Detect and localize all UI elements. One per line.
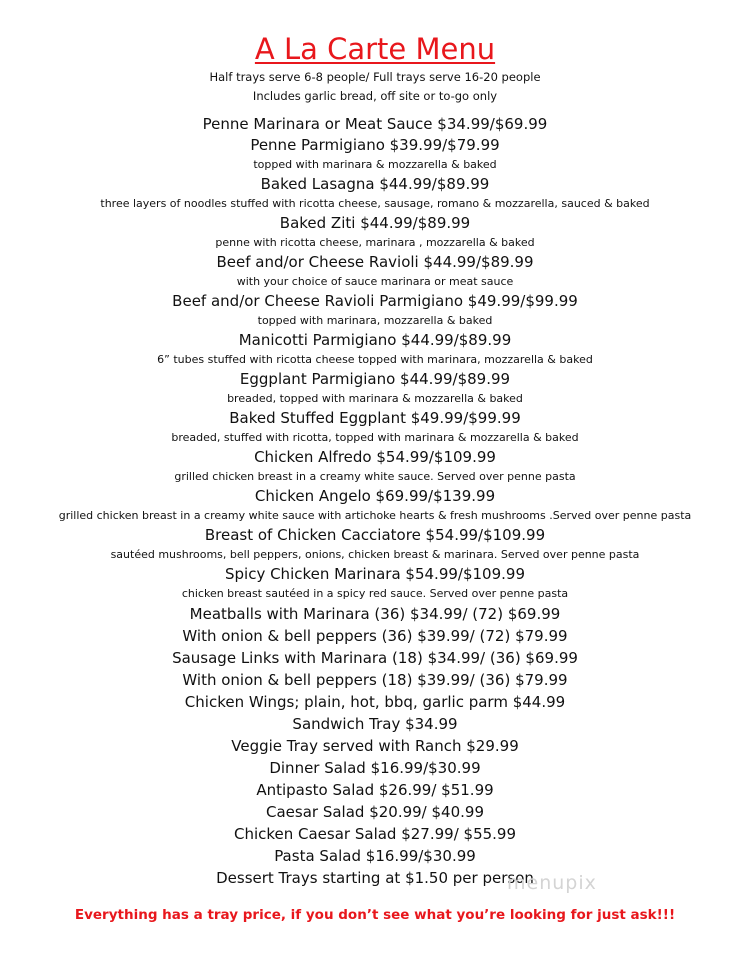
menu-item-name: Breast of Chicken Cacciatore $54.99/$109.99	[204, 526, 546, 544]
menu-item-name: Beef and/or Cheese Ravioli Parmigiano $49.99/$99.99	[172, 292, 578, 310]
simple-menu-item: Meatballs with Marinara (36) $34.99/ (72) $69.99	[189, 605, 561, 623]
menu-item	[0, 174, 750, 213]
menu-item-description: with your choice of sauce marinara or meat sauce	[236, 275, 514, 288]
simple-menu-item: Veggie Tray served with Ranch $29.99	[231, 737, 519, 755]
simple-menu-item: Pasta Salad $16.99/$30.99	[274, 847, 476, 865]
intro-line-includes: Includes garlic bread, off site or to-go only	[252, 89, 498, 103]
menu-list	[0, 114, 750, 889]
menu-item	[0, 213, 750, 252]
menu-intro	[0, 68, 750, 106]
menu-item-description: three layers of noodles stuffed with ricotta cheese, sausage, romano & mozzarella, sauced & baked	[100, 197, 650, 210]
simple-menu-item: Chicken Caesar Salad $27.99/ $55.99	[233, 825, 517, 843]
menu-item-description: grilled chicken breast in a creamy white sauce with artichoke hearts & fresh mushrooms .Served over penne pasta	[58, 509, 692, 522]
menu-item	[0, 135, 750, 174]
menu-item-description: grilled chicken breast in a creamy white sauce. Served over penne pasta	[174, 470, 576, 483]
menu-item-name: Baked Lasagna $44.99/$89.99	[260, 175, 490, 193]
menu-item-name: Baked Ziti $44.99/$89.99	[279, 214, 471, 232]
simple-menu-item: With onion & bell peppers (36) $39.99/ (72) $79.99	[182, 627, 568, 645]
menu-item-description: breaded, topped with marinara & mozzarella & baked	[227, 392, 523, 405]
footer-note: Everything has a tray price, if you don’t see what you’re looking for just ask!!!	[74, 907, 676, 923]
menu-item	[0, 486, 750, 525]
menu-item-name: Chicken Angelo $69.99/$139.99	[254, 487, 496, 505]
menu-item-description: 6” tubes stuffed with ricotta cheese topped with marinara, mozzarella & baked	[157, 353, 593, 366]
menu-item-name: Penne Parmigiano $39.99/$79.99	[250, 136, 500, 154]
menu-item-name: Spicy Chicken Marinara $54.99/$109.99	[224, 565, 525, 583]
menu-item-description: topped with marinara, mozzarella & baked	[257, 314, 493, 327]
simple-menu-item: Antipasto Salad $26.99/ $51.99	[256, 781, 494, 799]
simple-items-list	[0, 603, 750, 889]
simple-menu-item: Sandwich Tray $34.99	[292, 715, 458, 733]
menu-item-description: topped with marinara & mozzarella & baked	[253, 158, 497, 171]
menu-item-name: Beef and/or Cheese Ravioli $44.99/$89.99	[216, 253, 534, 271]
menu-item	[0, 369, 750, 408]
menu-item-name: Chicken Alfredo $54.99/$109.99	[254, 448, 496, 466]
simple-menu-item: Caesar Salad $20.99/ $40.99	[266, 803, 484, 821]
menu-item-description: penne with ricotta cheese, marinara , mozzarella & baked	[215, 236, 535, 249]
menu-item	[0, 330, 750, 369]
intro-line-tray-sizes: Half trays serve 6-8 people/ Full trays serve 16-20 people	[209, 70, 541, 84]
menu-item	[0, 525, 750, 564]
menu-item-name: Eggplant Parmigiano $44.99/$89.99	[239, 370, 511, 388]
menu-item	[0, 447, 750, 486]
menupix-watermark: menupix	[507, 872, 597, 894]
simple-menu-item: Chicken Wings; plain, hot, bbq, garlic parm $44.99	[184, 693, 566, 711]
menu-item	[0, 291, 750, 330]
simple-menu-item: With onion & bell peppers (18) $39.99/ (36) $79.99	[182, 671, 568, 689]
menu-item-name: Penne Marinara or Meat Sauce $34.99/$69.99	[202, 115, 548, 133]
menu-item-description: chicken breast sautéed in a spicy red sauce. Served over penne pasta	[181, 587, 569, 600]
menu-title: A La Carte Menu	[254, 32, 496, 66]
menu-item-name: Baked Stuffed Eggplant $49.99/$99.99	[229, 409, 521, 427]
menu-item	[0, 408, 750, 447]
menu-item-description: breaded, stuffed with ricotta, topped with marinara & mozzarella & baked	[171, 431, 579, 444]
simple-menu-item: Sausage Links with Marinara (18) $34.99/ (36) $69.99	[172, 649, 578, 667]
menu-item-name: Manicotti Parmigiano $44.99/$89.99	[238, 331, 512, 349]
menu-item	[0, 114, 750, 135]
menu-item	[0, 252, 750, 291]
menu-item-description: sautéed mushrooms, bell peppers, onions, chicken breast & marinara. Served over penne pasta	[110, 548, 640, 561]
simple-menu-item: Dessert Trays starting at $1.50 per person	[216, 869, 534, 887]
simple-menu-item: Dinner Salad $16.99/$30.99	[269, 759, 481, 777]
menu-item	[0, 564, 750, 603]
